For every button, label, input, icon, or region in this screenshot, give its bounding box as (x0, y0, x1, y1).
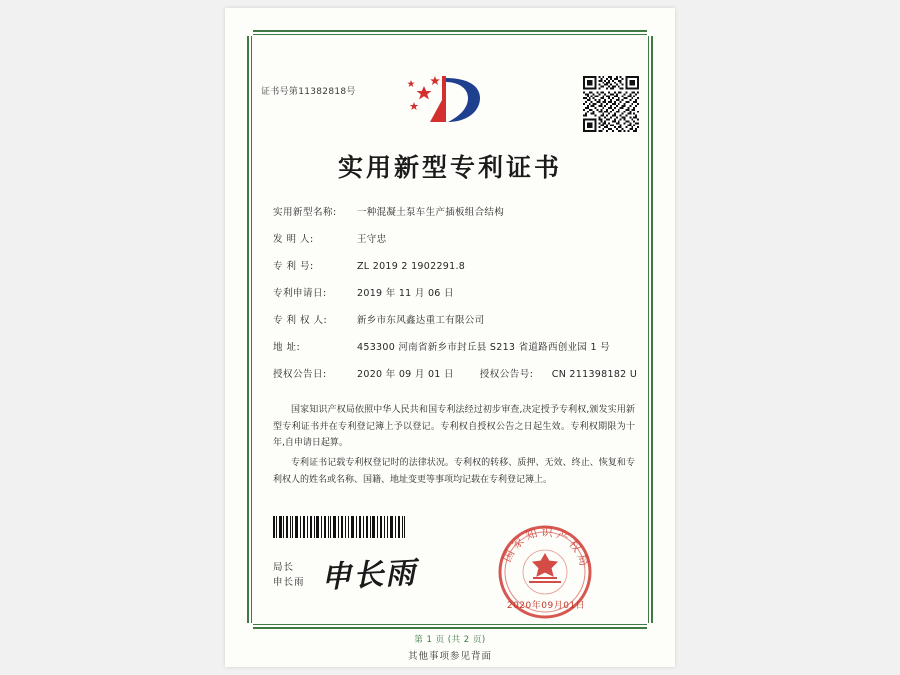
field-label-name: 实用新型名称: (273, 207, 337, 218)
field-label-inventor: 发 明 人: (273, 234, 314, 245)
field-value-inventor: 王守忠 (357, 234, 387, 245)
field-label-application-date: 专利申请日: (273, 288, 327, 299)
paragraph-grant: 国家知识产权局依照中华人民共和国专利法经过初步审查,决定授予专利权,颁发实用新型专利证书并在专利登记簿上予以登记。专利权自授权公告之日起生效。专利权期限为十年,自申请日起算。 (273, 405, 635, 449)
cnipa-logo-icon (402, 70, 498, 128)
field-value-announce-date: 2020 年 09 月 01 日 (357, 369, 454, 380)
barcode (273, 516, 405, 538)
field-row-patent-number (273, 258, 635, 272)
certificate-fields (273, 204, 638, 393)
handwritten-signature: 申长雨 (320, 555, 419, 596)
certificate-number: 证书号第11382818号 (261, 87, 356, 97)
field-label-announce-date: 授权公告日: (273, 369, 327, 380)
signatory-name: 申长雨 (273, 577, 305, 589)
field-label-address: 地 址: (273, 342, 301, 353)
border-corner-top-left (241, 24, 253, 36)
qr-code (583, 76, 639, 132)
field-label-announce-number: 授权公告号: (479, 369, 534, 380)
field-label-patent-number: 专 利 号: (273, 261, 314, 272)
patent-certificate (225, 8, 675, 667)
signatory-block (273, 560, 305, 590)
seal-date: 2020年09月01日 (506, 601, 586, 611)
svg-text:国家知识产权局: 国家知识产权局 (499, 524, 593, 571)
border-corner-top-right (647, 24, 659, 36)
field-value-address: 453300 河南省新乡市封丘县 S213 省道路西创业园 1 号 (357, 342, 610, 353)
signatory-title: 局长 (273, 562, 295, 573)
legal-text (273, 402, 635, 491)
field-value-name: 一种混凝土泵车生产插板组合结构 (357, 207, 505, 218)
field-value-announce-number: CN 211398182 U (551, 369, 638, 380)
page-title: 实用新型专利证书 (337, 153, 562, 182)
field-row-address (273, 339, 635, 353)
field-value-patent-number: ZL 2019 2 1902291.8 (357, 261, 466, 272)
field-row-name (273, 204, 635, 218)
field-row-patentee (273, 312, 635, 326)
field-row-grant (273, 366, 638, 380)
page-footer: 第 1 页 (共 2 页) (414, 635, 486, 645)
field-label-patentee: 专 利 权 人: (273, 315, 328, 326)
field-value-patentee: 新乡市东风鑫达重工有限公司 (357, 315, 485, 326)
field-value-application-date: 2019 年 11 月 06 日 (357, 288, 454, 299)
field-row-application-date (273, 285, 635, 299)
field-row-inventor (273, 231, 635, 245)
outside-note: 其他事项参见背面 (407, 651, 492, 662)
paragraph-register: 专利证书记载专利权登记时的法律状况。专利权的转移、质押、无效、终止、恢复和专利权人的姓名或名称、国籍、地址变更等事项均记载在专利登记簿上。 (273, 457, 635, 485)
